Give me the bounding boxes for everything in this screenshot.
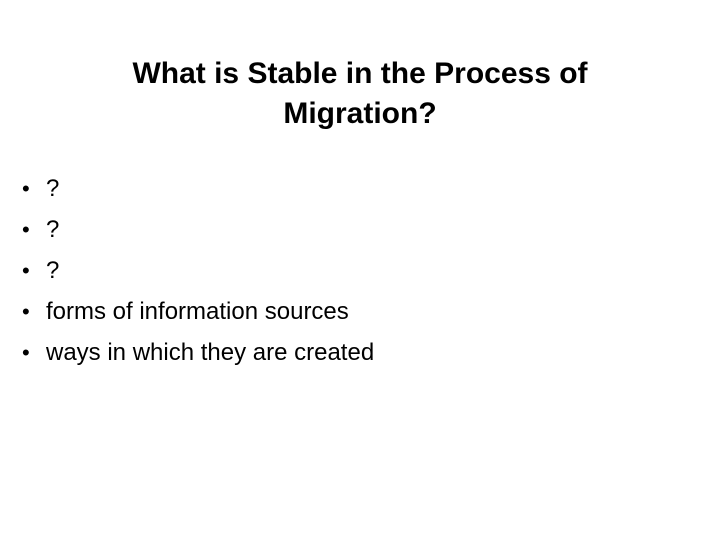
slide-title-line-1: What is Stable in the Process of: [132, 57, 588, 90]
bullet-item: [22, 168, 374, 209]
slide-title: [80, 54, 640, 134]
bullet-text: ways in which they are created: [46, 339, 375, 366]
bullet-dot-icon: •: [22, 258, 30, 283]
bullet-dot-icon: •: [22, 217, 30, 242]
bullet-item: [22, 291, 374, 332]
bullet-dot-icon: •: [22, 176, 30, 201]
bullet-text: forms of information sources: [46, 298, 349, 325]
bullet-text: ?: [46, 257, 60, 284]
bullet-text: ?: [46, 175, 60, 202]
bullet-list: [22, 168, 374, 373]
bullet-dot-icon: •: [22, 299, 30, 324]
bullet-item: [22, 209, 374, 250]
bullet-text: ?: [46, 216, 60, 243]
slide-title-line-2: Migration?: [283, 97, 437, 130]
bullet-item: [22, 332, 374, 373]
bullet-dot-icon: •: [22, 340, 30, 365]
bullet-item: [22, 250, 374, 291]
